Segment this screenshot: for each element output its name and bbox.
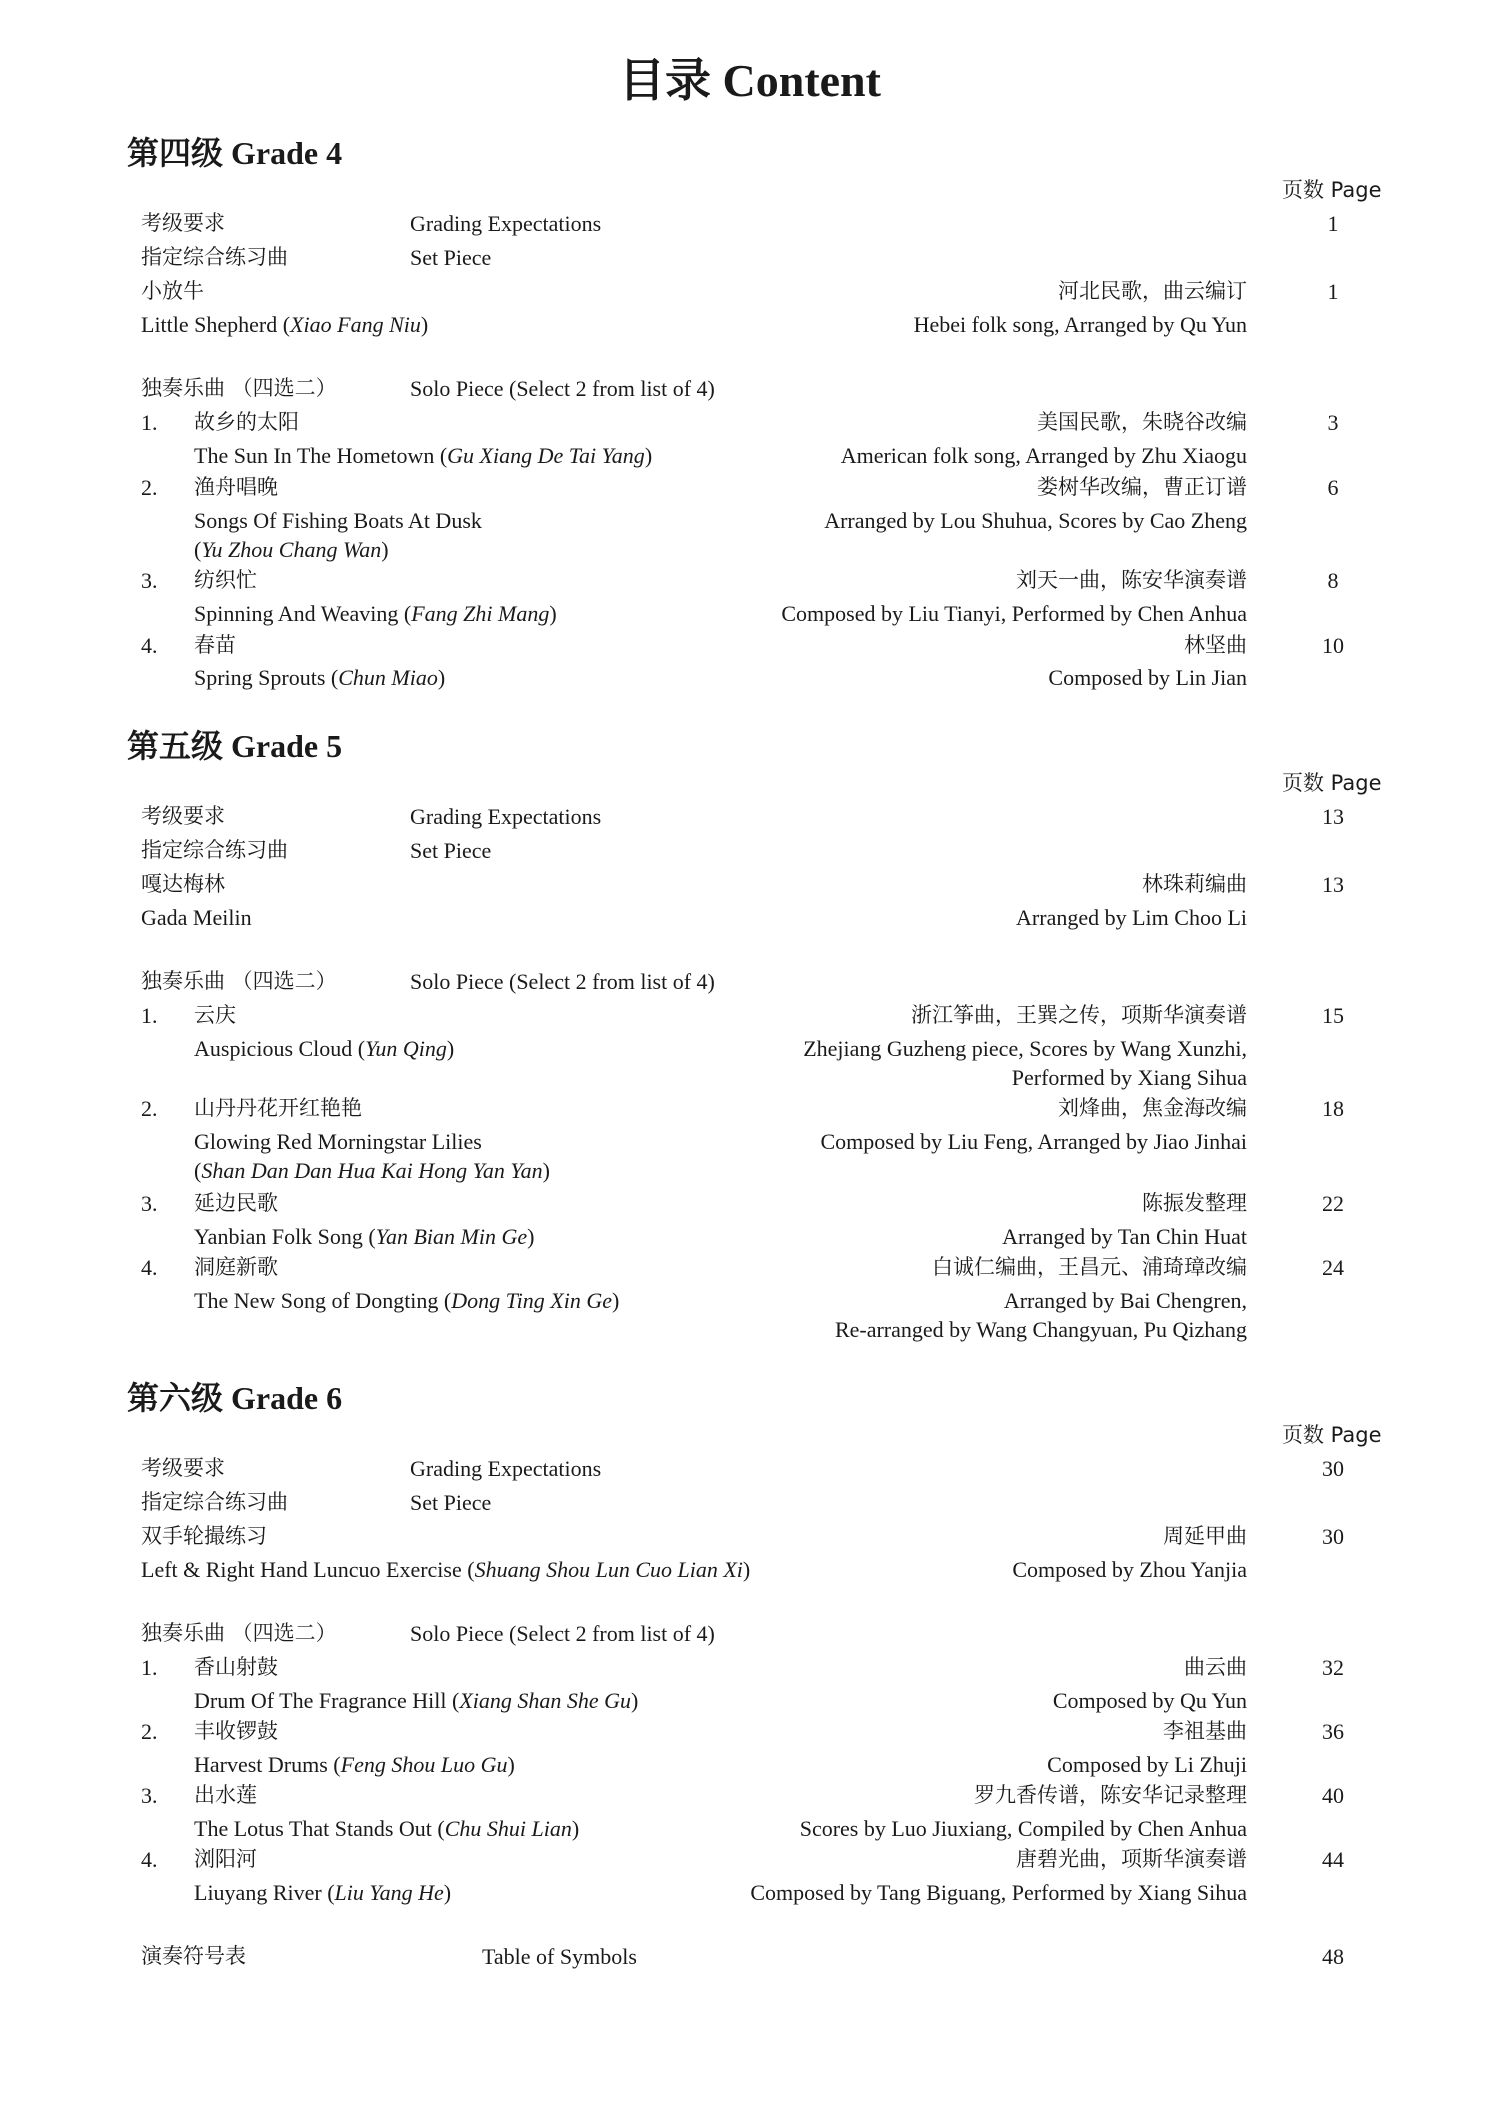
set-piece-credit-en: Composed by Zhou Yanjia	[1012, 1557, 1247, 1582]
solo-label-zh: 独奏乐曲 （四选二）	[141, 376, 337, 400]
solo-title-zh: 丰收锣鼓	[194, 1719, 278, 1743]
solo-title-zh: 春苗	[194, 633, 236, 657]
solo-credit-en: Composed by Liu Tianyi, Performed by Chen Anhua	[781, 601, 1247, 626]
solo-number: 1.	[141, 1003, 158, 1028]
solo-credit-en: Arranged by Tan Chin Huat	[1002, 1224, 1247, 1249]
solo-credit-en-cont: Re-arranged by Wang Changyuan, Pu Qizhang	[834, 1317, 1247, 1342]
page-column-header: 页数 Page	[1282, 1423, 1382, 1447]
grade-5-heading: 第五级 Grade 5	[127, 728, 343, 764]
solo-title-en: The New Song of Dongting (Dong Ting Xin Ge)	[194, 1288, 620, 1313]
solo-title-zh: 香山射鼓	[194, 1655, 278, 1679]
grading-label-en: Grading Expectations	[410, 804, 602, 829]
set-piece-title-zh: 双手轮撮练习	[141, 1524, 267, 1548]
set-piece-credit-en: Arranged by Lim Choo Li	[1016, 905, 1247, 930]
solo-title-zh: 出水莲	[194, 1783, 257, 1807]
set-piece-title-en: Gada Meilin	[141, 905, 252, 930]
solo-title-en: Spinning And Weaving (Fang Zhi Mang)	[194, 601, 557, 626]
solo-credit-zh: 娄树华改编，曹正订谱	[1037, 475, 1247, 499]
solo-title-zh: 延边民歌	[194, 1191, 278, 1215]
page-number: 48	[1322, 1944, 1344, 1969]
solo-number: 3.	[141, 1783, 158, 1808]
page-number: 24	[1322, 1255, 1344, 1280]
solo-credit-zh: 白诚仁编曲，王昌元、浦琦璋改编	[932, 1255, 1247, 1279]
set-label-zh: 指定综合练习曲	[141, 838, 288, 862]
page-title: 目录 Content	[619, 55, 881, 106]
solo-title-en: Auspicious Cloud (Yun Qing)	[194, 1036, 455, 1061]
page-number: 18	[1322, 1096, 1344, 1121]
page-column-header: 页数 Page	[1282, 771, 1382, 795]
grading-label-en: Grading Expectations	[410, 211, 602, 236]
solo-number: 4.	[141, 633, 158, 658]
solo-credit-en: Arranged by Lou Shuhua, Scores by Cao Zheng	[824, 508, 1247, 533]
solo-title-en: Liuyang River (Liu Yang He)	[194, 1880, 452, 1905]
solo-title-zh: 山丹丹花开红艳艳	[194, 1096, 362, 1120]
solo-credit-zh: 李祖基曲	[1163, 1719, 1247, 1743]
page-column-header: 页数 Page	[1282, 178, 1382, 202]
solo-number: 4.	[141, 1255, 158, 1280]
solo-title-en: Drum Of The Fragrance Hill (Xiang Shan She Gu)	[194, 1688, 639, 1713]
solo-credit-en: Composed by Li Zhuji	[1047, 1752, 1247, 1777]
solo-title-zh: 渔舟唱晚	[194, 475, 278, 499]
page-number: 32	[1322, 1655, 1344, 1680]
page-number: 40	[1322, 1783, 1344, 1808]
solo-credit-en: Composed by Tang Biguang, Performed by Xiang Sihua	[750, 1880, 1247, 1905]
page-number: 36	[1322, 1719, 1344, 1744]
set-label-en: Set Piece	[410, 245, 492, 270]
solo-title-zh: 浏阳河	[194, 1847, 257, 1871]
solo-credit-zh: 刘天一曲，陈安华演奏谱	[1016, 568, 1247, 592]
set-piece-title-zh: 嘎达梅林	[141, 872, 225, 896]
page-number: 10	[1322, 633, 1344, 658]
set-label-en: Set Piece	[410, 838, 492, 863]
set-piece-credit-zh: 周延甲曲	[1163, 1524, 1247, 1548]
page-number: 15	[1322, 1003, 1344, 1028]
symbols-label-zh: 演奏符号表	[141, 1944, 246, 1968]
page-number: 30	[1322, 1456, 1344, 1481]
solo-credit-en: Arranged by Bai Chengren,	[1003, 1288, 1247, 1313]
solo-number: 1.	[141, 1655, 158, 1680]
solo-credit-en-cont: Performed by Xiang Sihua	[1011, 1065, 1247, 1090]
set-piece-title-zh: 小放牛	[141, 279, 204, 303]
page-number: 30	[1322, 1524, 1344, 1549]
page-number: 1	[1327, 211, 1339, 236]
solo-credit-en: American folk song, Arranged by Zhu Xiaogu	[840, 443, 1247, 468]
solo-title-en-romanized: (Shan Dan Dan Hua Kai Hong Yan Yan)	[194, 1158, 550, 1183]
solo-label-zh: 独奏乐曲 （四选二）	[141, 1621, 337, 1645]
solo-title-en: Spring Sprouts (Chun Miao)	[194, 665, 446, 690]
page-number: 13	[1322, 804, 1344, 829]
grade-4-heading: 第四级 Grade 4	[127, 135, 343, 171]
solo-label-en: Solo Piece (Select 2 from list of 4)	[410, 969, 715, 994]
solo-credit-en: Composed by Lin Jian	[1048, 665, 1247, 690]
solo-number: 2.	[141, 1719, 158, 1744]
grading-label-zh: 考级要求	[141, 804, 225, 828]
page-number: 44	[1322, 1847, 1344, 1872]
solo-credit-zh: 美国民歌，朱晓谷改编	[1037, 410, 1247, 434]
solo-title-en: Harvest Drums (Feng Shou Luo Gu)	[194, 1752, 515, 1777]
page-number: 8	[1327, 568, 1339, 593]
page-number: 22	[1322, 1191, 1344, 1216]
solo-number: 1.	[141, 410, 158, 435]
solo-label-zh: 独奏乐曲 （四选二）	[141, 969, 337, 993]
page-number: 13	[1322, 872, 1344, 897]
symbols-label-en: Table of Symbols	[482, 1944, 637, 1969]
solo-credit-zh: 曲云曲	[1184, 1655, 1247, 1679]
solo-label-en: Solo Piece (Select 2 from list of 4)	[410, 1621, 715, 1646]
set-label-en: Set Piece	[410, 1490, 492, 1515]
solo-credit-en: Zhejiang Guzheng piece, Scores by Wang Xunzhi,	[803, 1036, 1247, 1061]
solo-title-zh: 洞庭新歌	[194, 1255, 278, 1279]
set-piece-credit-zh: 河北民歌，曲云编订	[1058, 279, 1247, 303]
solo-credit-zh: 陈振发整理	[1142, 1191, 1247, 1215]
page-number: 3	[1327, 410, 1339, 435]
set-label-zh: 指定综合练习曲	[141, 1490, 288, 1514]
solo-credit-en: Composed by Qu Yun	[1052, 1688, 1247, 1713]
set-piece-title-en: Little Shepherd (Xiao Fang Niu)	[141, 312, 429, 337]
solo-number: 2.	[141, 475, 158, 500]
solo-credit-en: Composed by Liu Feng, Arranged by Jiao Jinhai	[820, 1129, 1247, 1154]
solo-number: 4.	[141, 1847, 158, 1872]
solo-title-en: The Lotus That Stands Out (Chu Shui Lian)	[194, 1816, 580, 1841]
solo-title-en-romanized: (Yu Zhou Chang Wan)	[194, 537, 389, 562]
page-number: 6	[1327, 475, 1339, 500]
solo-number: 3.	[141, 1191, 158, 1216]
page-number: 1	[1327, 279, 1339, 304]
solo-credit-en: Scores by Luo Jiuxiang, Compiled by Chen Anhua	[799, 1816, 1247, 1841]
solo-number: 2.	[141, 1096, 158, 1121]
grade-6-heading: 第六级 Grade 6	[127, 1380, 343, 1416]
solo-title-en: Songs Of Fishing Boats At Dusk	[194, 508, 482, 533]
solo-credit-zh: 唐碧光曲，项斯华演奏谱	[1016, 1847, 1247, 1871]
set-piece-title-en: Left & Right Hand Luncuo Exercise (Shuang Shou Lun Cuo Lian Xi)	[141, 1557, 751, 1582]
solo-number: 3.	[141, 568, 158, 593]
solo-title-zh: 云庆	[194, 1003, 236, 1027]
solo-title-en: The Sun In The Hometown (Gu Xiang De Tai Yang)	[194, 443, 653, 468]
set-piece-credit-en: Hebei folk song, Arranged by Qu Yun	[913, 312, 1247, 337]
set-piece-credit-zh: 林珠莉编曲	[1142, 872, 1247, 896]
solo-credit-zh: 林坚曲	[1184, 633, 1247, 657]
grading-label-zh: 考级要求	[141, 1456, 225, 1480]
solo-credit-zh: 罗九香传谱，陈安华记录整理	[974, 1783, 1247, 1807]
solo-title-zh: 纺织忙	[194, 568, 257, 592]
solo-credit-zh: 刘烽曲，焦金海改编	[1058, 1096, 1247, 1120]
solo-title-en: Yanbian Folk Song (Yan Bian Min Ge)	[194, 1224, 535, 1249]
solo-credit-zh: 浙江筝曲，王巽之传，项斯华演奏谱	[911, 1003, 1247, 1027]
grading-label-zh: 考级要求	[141, 211, 225, 235]
solo-label-en: Solo Piece (Select 2 from list of 4)	[410, 376, 715, 401]
solo-title-en: Glowing Red Morningstar Lilies	[194, 1129, 482, 1154]
solo-title-zh: 故乡的太阳	[194, 410, 299, 434]
set-label-zh: 指定综合练习曲	[141, 245, 288, 269]
grading-label-en: Grading Expectations	[410, 1456, 602, 1481]
